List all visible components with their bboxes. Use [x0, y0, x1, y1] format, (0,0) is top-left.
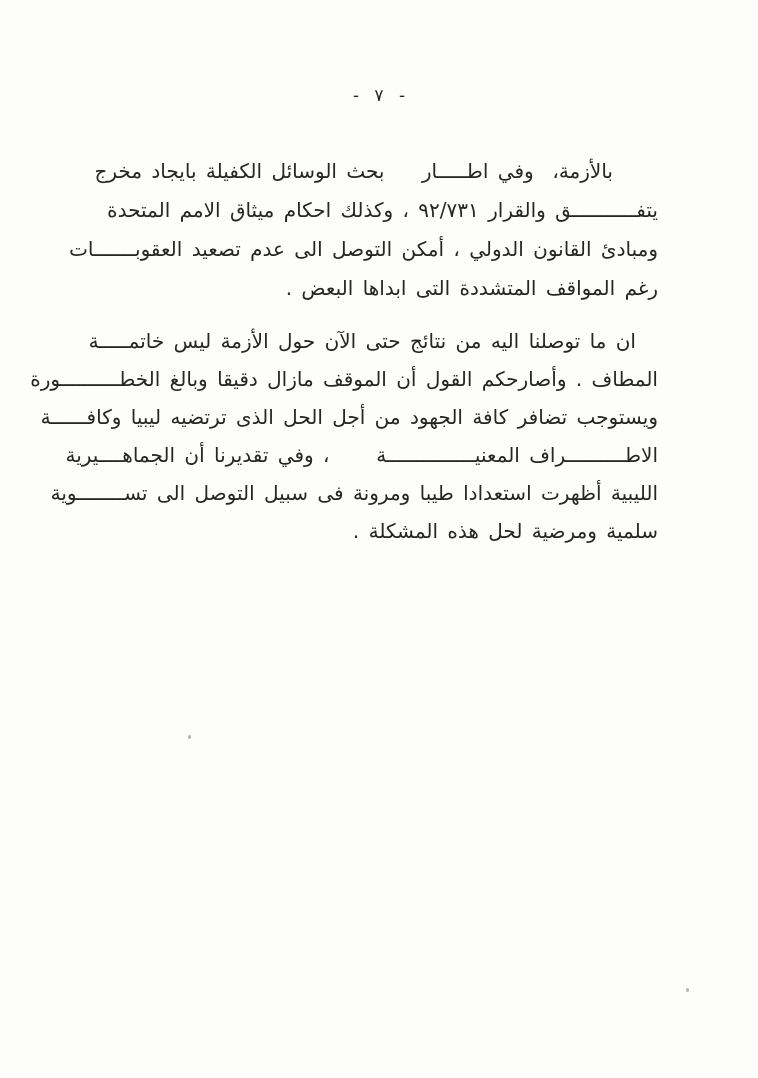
paragraph-2 [30, 322, 658, 550]
scan-artifact-speck [686, 988, 689, 992]
paragraph-1 [69, 152, 658, 308]
text-line: ويستوجب تضافر كافة الجهود من أجل الحل الذى ترتضيه ليبيا وكافــــــة [40, 405, 658, 429]
text-line: المطاف . وأصارحكم القول أن الموقف مازال دقيقا وبالغ الخطــــــــــورة [30, 367, 658, 391]
text-line: رغم المواقف المتشددة التى ابداها البعض . [285, 276, 658, 300]
text-line: يتفـــــــــــق والقرار ٩٢/٧٣١ ، وكذلك احكام ميثاق الامم المتحدة [107, 198, 658, 222]
text-line: بالأزمة، وفي اطـــــار بحث الوسائل الكفيلة بايجاد مخرج [94, 159, 613, 183]
text-line: الليبية أظهرت استعدادا طيبا ومرونة فى سبيل التوصل الى تســــــــوية [50, 481, 658, 505]
scan-artifact-speck [188, 735, 191, 739]
text-line: ان ما توصلنا اليه من نتائج حتى الآن حول الأزمة ليس خاتمـــــة [88, 329, 636, 353]
text-line: الاطــــــــــراف المعنيـــــــــــــــة ، وفي تقديرنا أن الجماهــــيرية [65, 443, 658, 467]
text-line: ومبادئ القانون الدولي ، أمكن التوصل الى عدم تصعيد العقوبـــــــات [69, 237, 658, 261]
text-line: سلمية ومرضية لحل هذه المشكلة . [352, 519, 658, 543]
page-number: - ٧ - [352, 86, 406, 106]
